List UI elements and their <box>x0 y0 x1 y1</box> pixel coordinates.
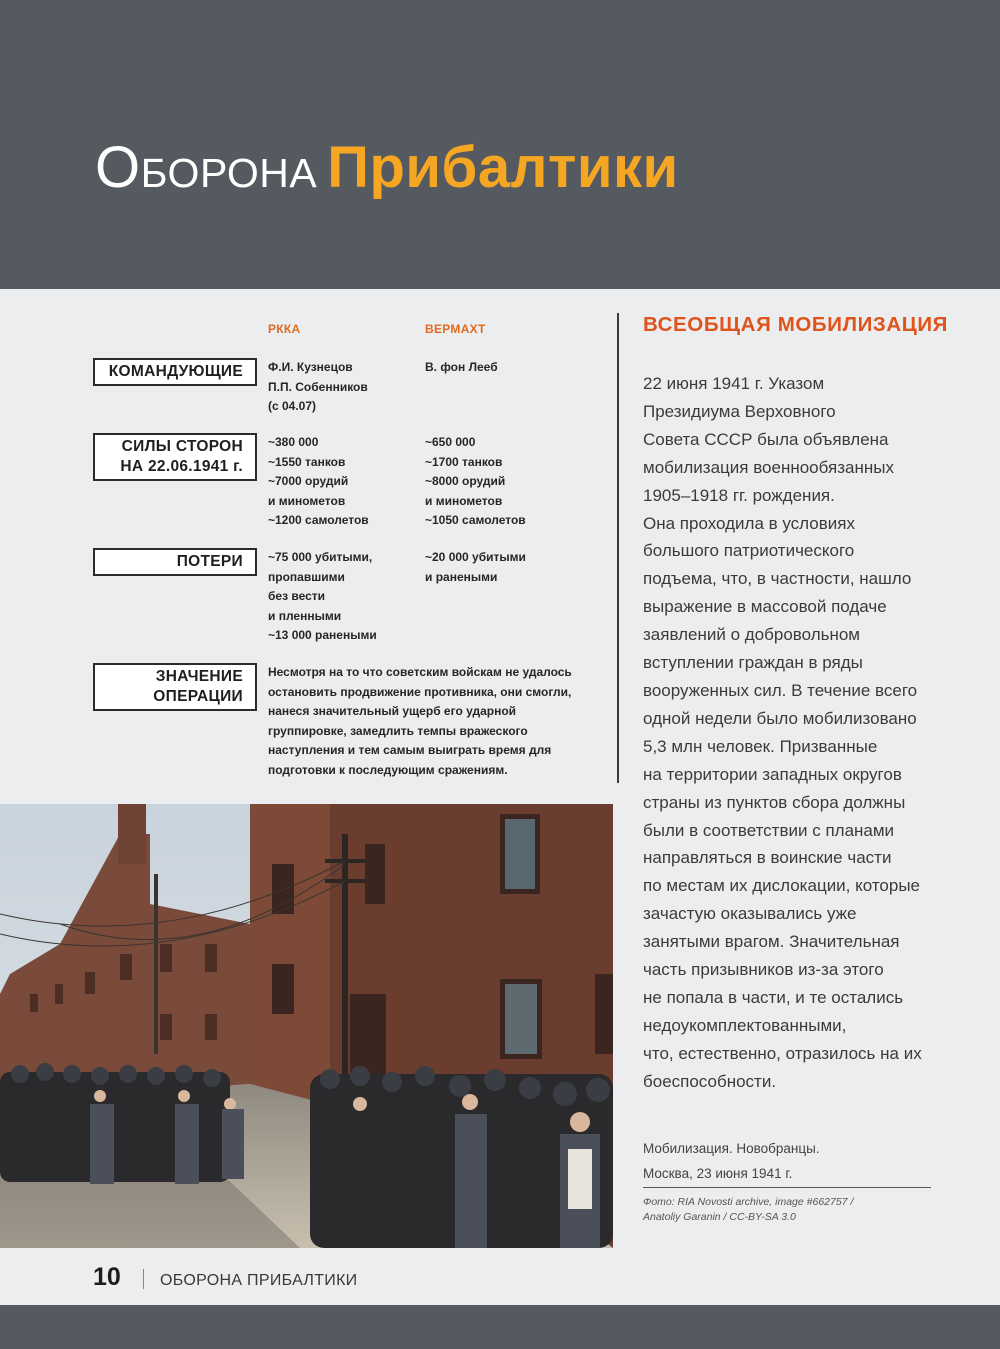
photo-credit: Фото: RIA Novosti archive, image #662757 / Anatoliy Garanin / CC-BY-SA 3.0 <box>643 1196 854 1223</box>
cell-forces-wehrmacht: ~650 000 ~1700 танков ~8000 орудий и минометов ~1050 самолетов <box>425 435 526 527</box>
row-label-commanders: КОМАНДУЮЩИЕ <box>93 358 257 386</box>
page-title <box>95 128 679 208</box>
photo-illustration <box>0 804 613 1248</box>
photo-caption: Мобилизация. Новобранцы. Москва, 23 июня 1941 г. <box>643 1141 820 1181</box>
title-part-1: Оборона <box>95 135 318 200</box>
footer-band <box>0 1305 1000 1349</box>
row-label-significance: ЗНАЧЕНИЕ ОПЕРАЦИИ <box>93 663 257 711</box>
sidebar-heading: ВСЕОБЩАЯ МОБИЛИЗАЦИЯ <box>643 313 949 336</box>
footer-separator <box>143 1269 144 1289</box>
running-footer: ОБОРОНА ПРИБАЛТИКИ <box>160 1272 358 1289</box>
title-part-2: Прибалтики <box>327 135 679 200</box>
caption-rule <box>643 1187 931 1188</box>
row-label-losses: ПОТЕРИ <box>93 548 257 576</box>
cell-losses-rkka: ~75 000 убитыми, пропавшими без вести и пленными ~13 000 ранеными <box>268 550 377 642</box>
column-divider <box>617 313 619 783</box>
cell-losses-wehrmacht: ~20 000 убитыми и ранеными <box>425 550 526 584</box>
cell-commanders-rkka: Ф.И. Кузнецов П.П. Собенников (с 04.07) <box>268 360 368 413</box>
mobilization-photo <box>0 804 613 1248</box>
row-label-forces: СИЛЫ СТОРОН НА 22.06.1941 г. <box>93 433 257 481</box>
cell-significance-text: Несмотря на то что советским войскам не удалось остановить продвижение противника, они смогли, нанеся значительный ущерб его ударной группировке, замедлить темпы вражеского наступления и тем самым выиграть время для подготовки к последующим сражениям. <box>268 665 572 777</box>
cell-commanders-wehrmacht: В. фон Лееб <box>425 360 498 374</box>
column-header-rkka: РККА <box>268 322 301 336</box>
page-number: 10 <box>93 1263 121 1291</box>
column-header-wehrmacht: ВЕРМАХТ <box>425 322 486 336</box>
sidebar-body: 22 июня 1941 г. Указом Президиума Верховного Совета СССР была объявлена мобилизация военнообязанных 1905–1918 гг. рождения. Она проходила в условиях большого патриотического подъема, что, в частности, нашло выражение в массовой подаче заявлений о добровольном вступлении граждан в ряды вооруженных сил. В течение всего одной недели было мобилизовано 5,3 млн человек. Призванные на территории западных округов страны из пунктов сбора должны были в соответствии с планами направляться в воинские части по местам их дислокации, которые зачастую оказывались уже занятыми врагом. Значительная часть призывников из-за этого не попала в части, и те остались недоукомплектованными, что, естественно, отразилось на их боеспособности. <box>643 374 922 1091</box>
cell-forces-rkka: ~380 000 ~1550 танков ~7000 орудий и минометов ~1200 самолетов <box>268 435 369 527</box>
